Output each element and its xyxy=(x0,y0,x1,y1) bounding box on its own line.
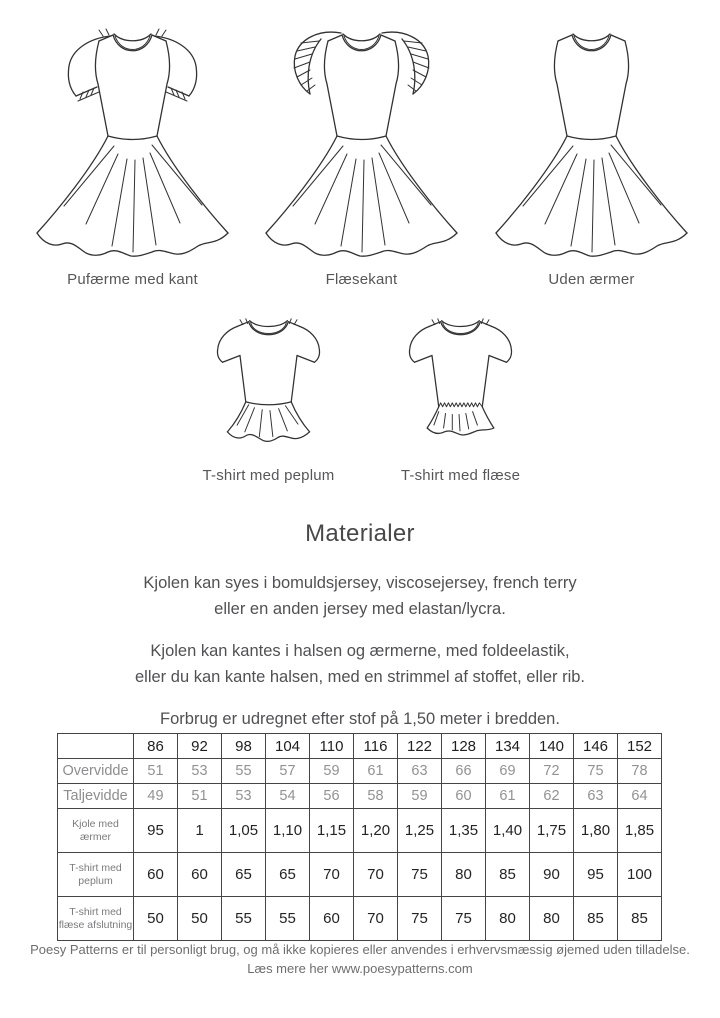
table-cell: 1,25 xyxy=(398,809,442,853)
tshirt-peplum-illustration xyxy=(196,312,341,457)
table-cell: 50 xyxy=(134,897,178,941)
table-row xyxy=(58,759,662,784)
table-cell: 66 xyxy=(442,759,486,784)
table-cell: 80 xyxy=(442,853,486,897)
table-cell: 90 xyxy=(530,853,574,897)
table-cell: 65 xyxy=(266,853,310,897)
table-cell: 75 xyxy=(398,853,442,897)
table-cell: 60 xyxy=(442,784,486,809)
table-cell: 1,10 xyxy=(266,809,310,853)
table-cell: 61 xyxy=(486,784,530,809)
table-corner-cell xyxy=(58,734,134,759)
materials-title: Materialer xyxy=(305,520,415,547)
table-cell: 75 xyxy=(398,897,442,941)
table-cell: 95 xyxy=(134,809,178,853)
figure-tshirt-peplum xyxy=(196,312,341,484)
table-cell: 100 xyxy=(618,853,662,897)
figure-caption: Uden ærmer xyxy=(548,271,635,288)
table-cell: 51 xyxy=(134,759,178,784)
table-cell: 1,05 xyxy=(222,809,266,853)
table-cell: 1,85 xyxy=(618,809,662,853)
dress-puff-sleeve-illustration xyxy=(30,26,235,261)
table-cell: 61 xyxy=(354,759,398,784)
table-cell: 1,15 xyxy=(310,809,354,853)
table-cell: 75 xyxy=(574,759,618,784)
size-column-header: 104 xyxy=(266,734,310,759)
table-cell: 95 xyxy=(574,853,618,897)
size-column-header: 140 xyxy=(530,734,574,759)
row-label: Kjole med ærmer xyxy=(58,809,134,853)
table-cell: 51 xyxy=(178,784,222,809)
row-label: Overvidde xyxy=(58,759,134,784)
footer-website-line: Læs mere her www.poesypatterns.com xyxy=(247,960,473,976)
table-cell: 60 xyxy=(310,897,354,941)
table-cell: 59 xyxy=(310,759,354,784)
size-fabric-table xyxy=(57,733,662,941)
table-cell: 55 xyxy=(222,759,266,784)
table-cell: 58 xyxy=(354,784,398,809)
size-column-header: 122 xyxy=(398,734,442,759)
dress-sleeveless-illustration xyxy=(489,26,694,261)
figure-caption: Pufærme med kant xyxy=(67,271,198,288)
table-cell: 85 xyxy=(486,853,530,897)
footer-copyright-line: Poesy Patterns er til personligt brug, og må ikke kopieres eller anvendes i erhvervsmæssig øjemed uden tilladelse. xyxy=(30,942,690,957)
figure-dress-ruffle-edge xyxy=(259,26,464,288)
row-label: T-shirt med flæse afslutning xyxy=(58,897,134,941)
table-row xyxy=(58,853,662,897)
table-cell: 85 xyxy=(618,897,662,941)
figure-caption: T-shirt med flæse xyxy=(400,467,521,484)
table-cell: 49 xyxy=(134,784,178,809)
table-cell: 60 xyxy=(134,853,178,897)
figure-tshirt-ruffle xyxy=(388,312,533,484)
table-cell: 70 xyxy=(354,853,398,897)
size-column-header: 152 xyxy=(618,734,662,759)
figure-caption: T-shirt med peplum xyxy=(202,467,335,484)
size-table-header-row xyxy=(58,734,662,759)
table-cell: 72 xyxy=(530,759,574,784)
table-cell: 60 xyxy=(178,853,222,897)
table-cell: 1,75 xyxy=(530,809,574,853)
table-cell: 55 xyxy=(266,897,310,941)
table-row xyxy=(58,809,662,853)
tshirt-ruffle-illustration xyxy=(388,312,533,457)
size-column-header: 110 xyxy=(310,734,354,759)
table-cell: 50 xyxy=(178,897,222,941)
table-cell: 65 xyxy=(222,853,266,897)
table-cell: 53 xyxy=(178,759,222,784)
table-cell: 69 xyxy=(486,759,530,784)
table-cell: 56 xyxy=(310,784,354,809)
table-cell: 54 xyxy=(266,784,310,809)
table-cell: 80 xyxy=(530,897,574,941)
table-cell: 1,20 xyxy=(354,809,398,853)
size-column-header: 146 xyxy=(574,734,618,759)
table-cell: 80 xyxy=(486,897,530,941)
table-cell: 59 xyxy=(398,784,442,809)
table-cell: 85 xyxy=(574,897,618,941)
table-cell: 1,40 xyxy=(486,809,530,853)
size-table-body xyxy=(58,759,662,941)
row-label: Taljevidde xyxy=(58,784,134,809)
table-cell: 70 xyxy=(354,897,398,941)
table-cell: 63 xyxy=(398,759,442,784)
table-cell: 75 xyxy=(442,897,486,941)
size-column-header: 98 xyxy=(222,734,266,759)
figure-caption: Flæsekant xyxy=(325,271,398,288)
table-cell: 78 xyxy=(618,759,662,784)
size-column-header: 92 xyxy=(178,734,222,759)
table-cell: 64 xyxy=(618,784,662,809)
dress-ruffle-edge-illustration xyxy=(259,26,464,261)
table-row xyxy=(58,784,662,809)
footer xyxy=(0,941,720,978)
table-cell: 57 xyxy=(266,759,310,784)
row-label: T-shirt med peplum xyxy=(58,853,134,897)
size-column-header: 128 xyxy=(442,734,486,759)
table-cell: 63 xyxy=(574,784,618,809)
table-cell: 55 xyxy=(222,897,266,941)
materials-paragraph-fabrics: Kjolen kan syes i bomuldsjersey, viscosejersey, french terry eller en anden jersey med elastan/lycra. xyxy=(143,574,577,618)
size-column-header: 86 xyxy=(134,734,178,759)
table-cell: 62 xyxy=(530,784,574,809)
materials-paragraph-fabric-width: Forbrug er udregnet efter stof på 1,50 meter i bredden. xyxy=(160,710,560,728)
figure-dress-sleeveless xyxy=(489,26,694,288)
table-cell: 1 xyxy=(178,809,222,853)
table-cell: 1,35 xyxy=(442,809,486,853)
table-cell: 70 xyxy=(310,853,354,897)
size-column-header: 116 xyxy=(354,734,398,759)
figure-dress-puff-sleeve xyxy=(30,26,235,288)
materials-paragraph-binding: Kjolen kan kantes i halsen og ærmerne, med foldeelastik, eller du kan kante halsen, med en strimmel af stoffet, eller rib. xyxy=(135,642,585,686)
table-row xyxy=(58,897,662,941)
size-column-header: 134 xyxy=(486,734,530,759)
materials-section xyxy=(0,520,720,732)
table-cell: 1,80 xyxy=(574,809,618,853)
table-cell: 53 xyxy=(222,784,266,809)
